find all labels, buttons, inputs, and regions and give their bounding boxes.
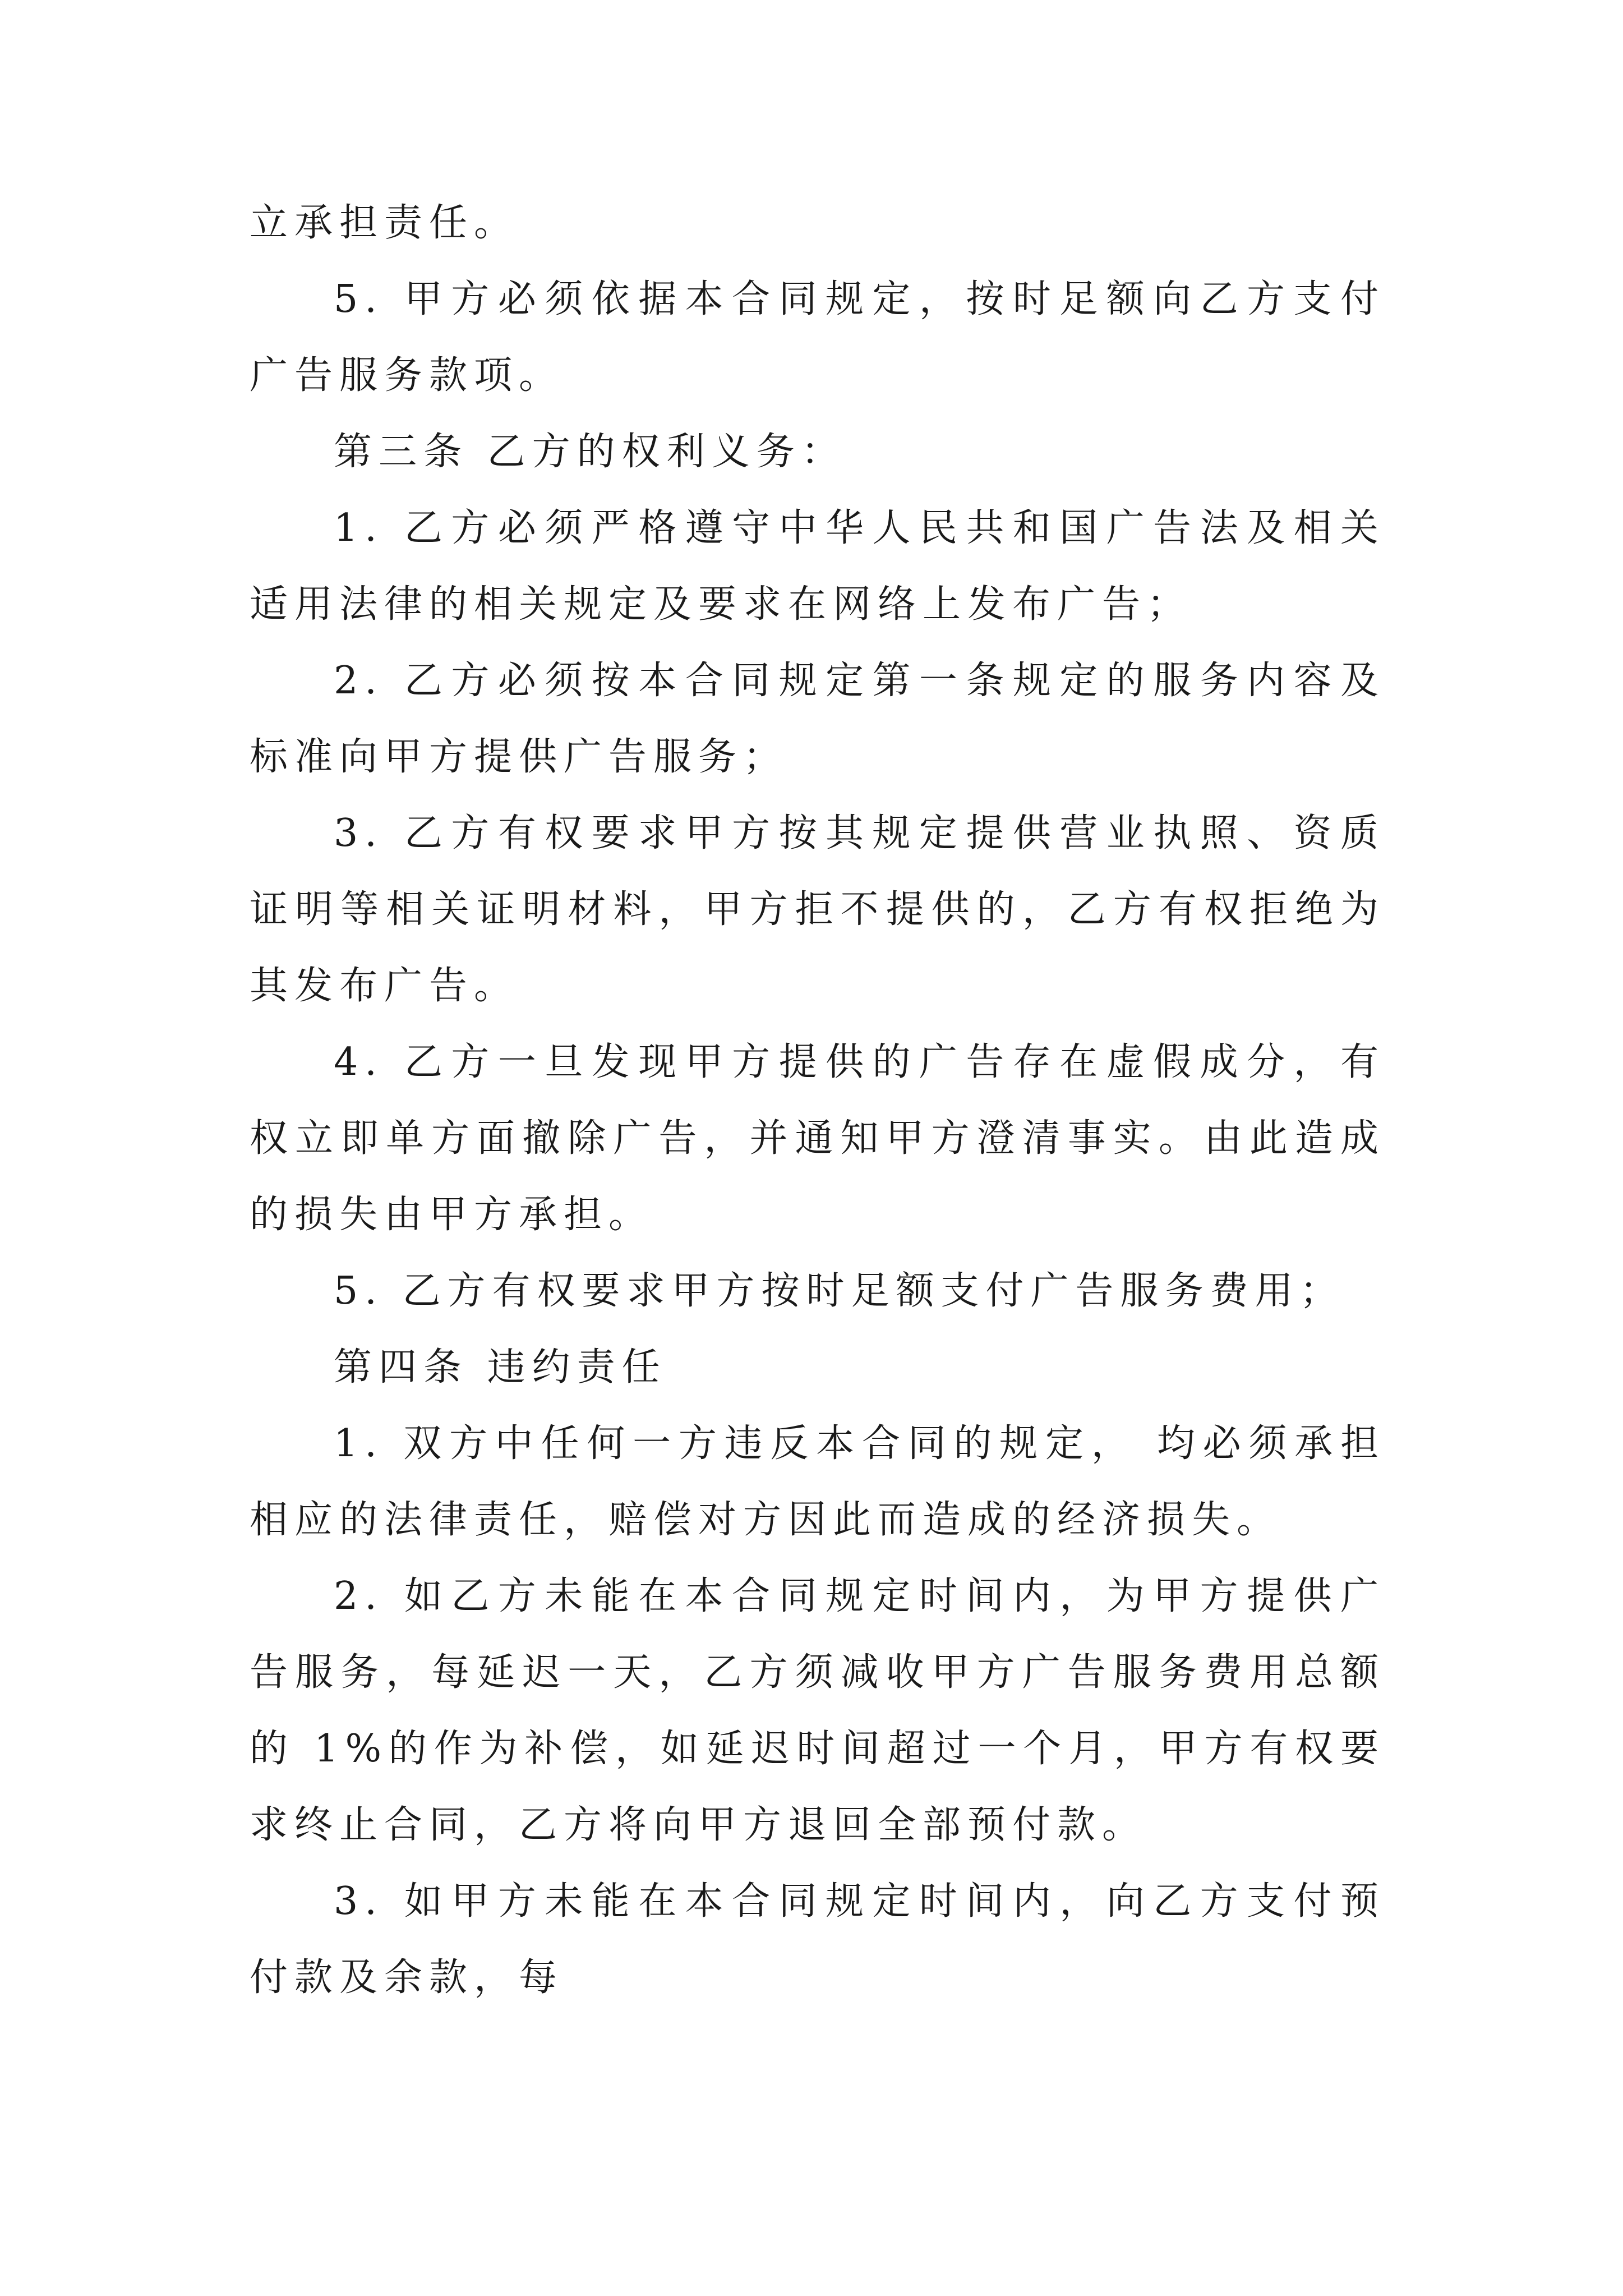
section-heading-article-4: 第四条 违约责任 (334, 1345, 667, 1389)
section-heading-article-3: 第三条 乙方的权利义务： (334, 430, 846, 474)
paragraph-party-b-item-1: 1. 乙方必须严格遵守中华人民共和国广告法及相关适用法律的相关规定及要求在网络上发布广告； (250, 506, 1385, 627)
paragraph-continuation: 立承担责任。 (250, 201, 519, 245)
document-body (250, 185, 1385, 2016)
paragraph-party-b-item-4: 4. 乙方一旦发现甲方提供的广告存在虚假成分，有权立即单方面撤除广告，并通知甲方澄清事实。由此造成的损失由甲方承担。 (250, 1040, 1385, 1237)
paragraph-party-b-item-5: 5. 乙方有权要求甲方按时足额支付广告服务费用； (334, 1269, 1345, 1313)
paragraph-party-b-item-3: 3. 乙方有权要求甲方按其规定提供营业执照、资质证明等相关证明材料，甲方拒不提供的，乙方有权拒绝为其发布广告。 (250, 811, 1385, 1008)
paragraph-liability-item-1: 1. 双方中任何一方违反本合同的规定， 均必须承担相应的法律责任，赔偿对方因此而造成的经济损失。 (250, 1421, 1385, 1542)
paragraph-party-b-item-2: 2. 乙方必须按本合同规定第一条规定的服务内容及标准向甲方提供广告服务； (250, 659, 1385, 779)
paragraph-party-a-item-5: 5. 甲方必须依据本合同规定，按时足额向乙方支付广告服务款项。 (250, 277, 1385, 398)
paragraph-liability-item-2: 2. 如乙方未能在本合同规定时间内，为甲方提供广告服务，每延迟一天，乙方须减收甲方广告服务费用总额的 1%的作为补偿，如延迟时间超过一个月，甲方有权要求终止合同，乙方将向甲方退回全部预付款。 (250, 1574, 1385, 1847)
paragraph-liability-item-3: 3. 如甲方未能在本合同规定时间内，向乙方支付预付款及余款，每 (250, 1879, 1385, 2000)
